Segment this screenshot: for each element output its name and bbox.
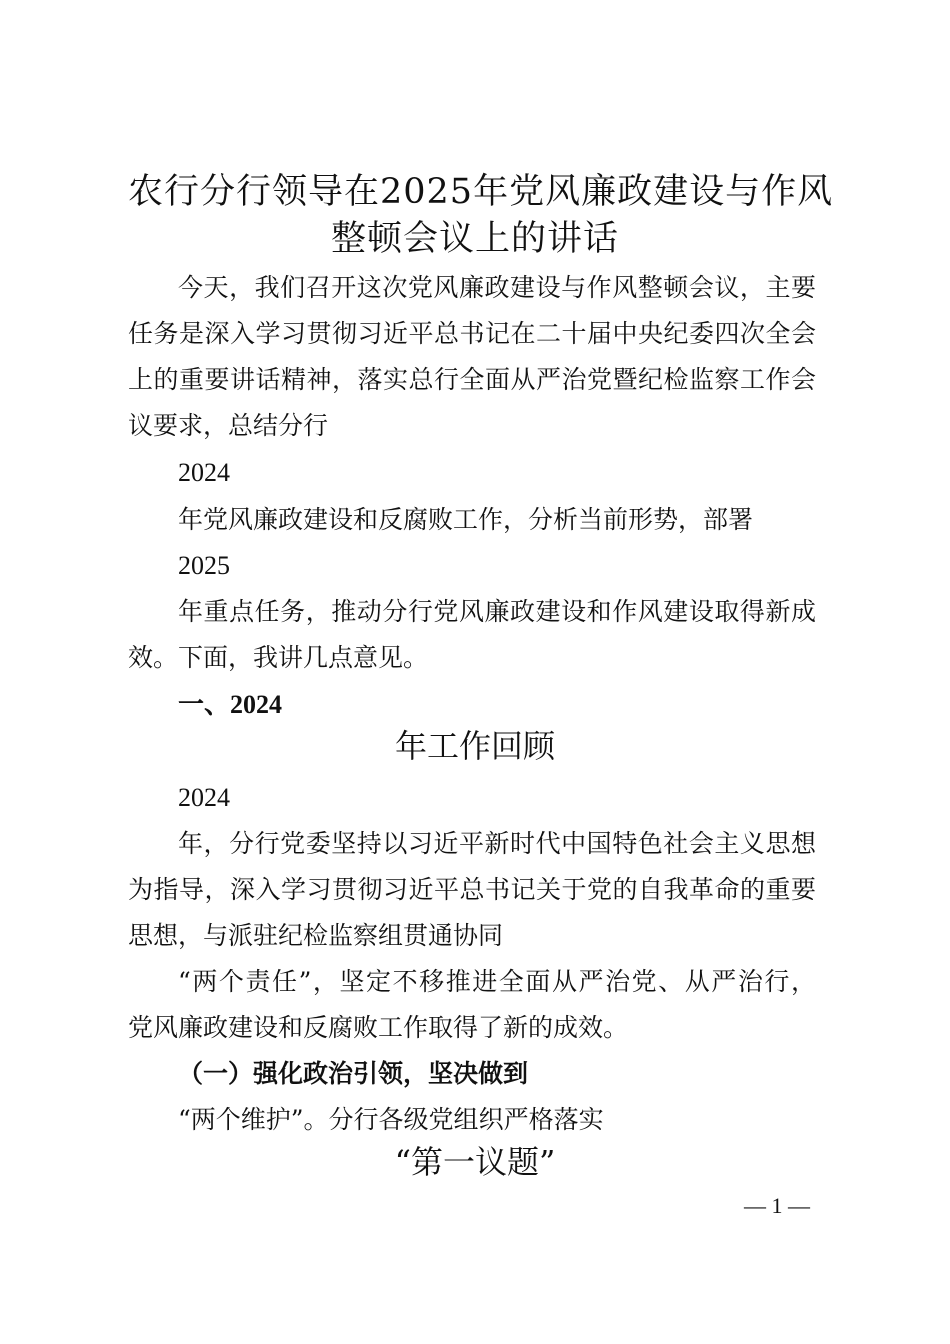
intro-line-2: 任务是深入学习贯彻习近平总书记在二十届中央纪委四次全会 [128, 319, 816, 348]
tasks-2025-line: 年重点任务，推动分行党风廉政建设和作风建设取得新成 [178, 597, 816, 626]
responsibility-line-1: “两个责任”，坚定不移推进全面从严治党、从严治行， [178, 967, 816, 996]
review-line-1: 年，分行党委坚持以习近平新时代中国特色社会主义思想 [178, 829, 816, 858]
review-line-2: 为指导，深入学习贯彻习近平总书记关于党的自我革命的重要 [128, 875, 816, 904]
intro-line-4: 议要求，总结分行 [128, 411, 329, 440]
review-line-3: 思想，与派驻纪检监察组贯通协同 [128, 921, 504, 950]
year-2025-label: 2025 [178, 551, 230, 580]
subsection-1-heading: （一）强化政治引领，坚决做到 [178, 1059, 529, 1088]
section-1-prefix: 一、2024 [178, 690, 283, 719]
first-topic-heading: “第一议题” [394, 1143, 556, 1181]
document-title-line2: 整顿会议上的讲话 [330, 219, 619, 259]
work-2024-line: 年党风廉政建设和反腐败工作，分析当前形势，部署 [178, 505, 754, 534]
responsibility-line-2: 党风廉政建设和反腐败工作取得了新的成效。 [128, 1013, 629, 1042]
page-number: — 1 — [744, 1193, 810, 1218]
year-2024-review-label: 2024 [178, 783, 230, 812]
year-2024-label: 2024 [178, 458, 230, 487]
document-title-line1: 农行分行领导在2025年党风廉政建设与作风 [128, 172, 834, 212]
opinions-line: 效。下面，我讲几点意见。 [128, 643, 429, 672]
section-1-heading: 年工作回顾 [394, 727, 555, 765]
two-safeguards-line: “两个维护”。分行各级党组织严格落实 [178, 1105, 604, 1134]
intro-line-1: 今天，我们召开这次党风廉政建设与作风整顿会议，主要 [178, 273, 816, 302]
intro-line-3: 上的重要讲话精神，落实总行全面从严治党暨纪检监察工作会 [128, 365, 816, 394]
